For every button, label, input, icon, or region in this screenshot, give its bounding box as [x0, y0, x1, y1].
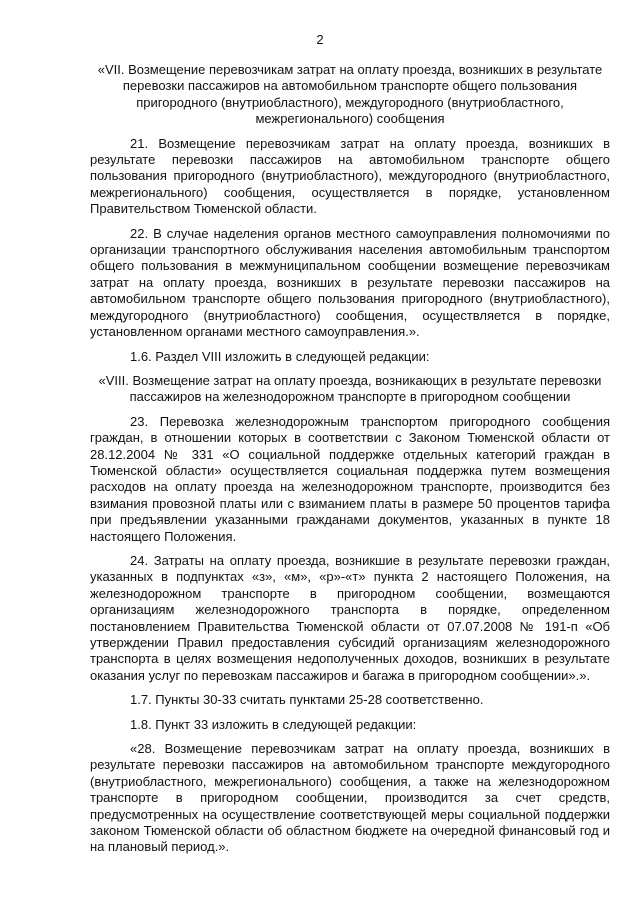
document-body — [90, 62, 610, 856]
paragraph-24: 24. Затраты на оплату проезда, возникшие в результате перевозки граждан, указанных в подпунктах «з», «м», «р»-«т» пункта 2 настоящего Положения, на железнодорожном транспорте в пригородном сообщении, возмещаются организациям железнодорожного транспорта в порядке, определенном постановлением Правительства Тюменской области от 07.07.2008 № 191-п «Об утверждении Правил предоставления субсидий организациям железнодорожного транспорта в целях возмещения недополученных доходов, возникших в результате оказания услуг по перевозкам пассажиров и багажа в пригородном сообщении».». — [90, 552, 610, 683]
instruction-1-8: 1.8. Пункт 33 изложить в следующей редакции: — [130, 716, 417, 732]
paragraph-22: 22. В случае наделения органов местного самоуправления полномочиями по организации транспортного обслуживания населения автомобильным транспортом общего пользования в межмуниципальном сообщении возмещение перевозчикам затрат на оплату проезда, возникших в результате перевозки пассажиров на автомобильном транспорте общего пользования пригородного (внутриобластного), междугородного (внутриобластного) сообщения, осуществляется в порядке, установленном органами местного самоуправления.». — [90, 225, 610, 340]
section-vii-heading: «VII. Возмещение перевозчикам затрат на оплату проезда, возникших в результате перевозки пассажиров на автомобильном транспорте общего пользования пригородного (внутриобластного), междугородного (внутриобластного, межрегионального) сообщения — [97, 62, 603, 127]
paragraph-21: 21. Возмещение перевозчикам затрат на оплату проезда, возникших в результате перевозки пассажиров на автомобильном транспорте общего пользования пригородного (внутриобластного), междугородного (внутриобластного, межрегионального) сообщения, осуществляется в порядке, установленном Правительством Тюменской области. — [90, 135, 610, 217]
page-number: 2 — [316, 32, 324, 47]
paragraph-28: «28. Возмещение перевозчикам затрат на оплату проезда, возникших в результате перевозки пассажиров на автомобильном транспорте междугородного (внутриобластного, межрегионального) сообщения, а также на железнодорожном транспорте в пригородном сообщении, производится за счет средств, предусмотренных на осуществление соответствующей меры социальной поддержки законом Тюменской области об областном бюджете на очередной финансовый год и на плановый период.». — [90, 741, 610, 855]
instruction-1-6: 1.6. Раздел VIII изложить в следующей редакции: — [130, 348, 430, 364]
instruction-1-7: 1.7. Пункты 30-33 считать пунктами 25-28 соответственно. — [130, 692, 484, 708]
section-viii-heading: «VIII. Возмещение затрат на оплату проезда, возникающих в результате перевозки пассажиров на железнодорожном транспорте в пригородном сообщении — [98, 372, 602, 405]
paragraph-23: 23. Перевозка железнодорожным транспортом пригородного сообщения граждан, в отношении которых в соответствии с Законом Тюменской области от 28.12.2004 № 331 «О социальной поддержке отдельных категорий граждан в Тюменской области» осуществляется социальная поддержка путем возмещения расходов на оплату проезда на железнодорожном транспорте, производится без взимания провозной платы или с взиманием платы в размере 50 процентов тарифа при предъявлении указанными гражданами документов, указанных в пункте 18 настоящего Положения. — [90, 413, 610, 544]
